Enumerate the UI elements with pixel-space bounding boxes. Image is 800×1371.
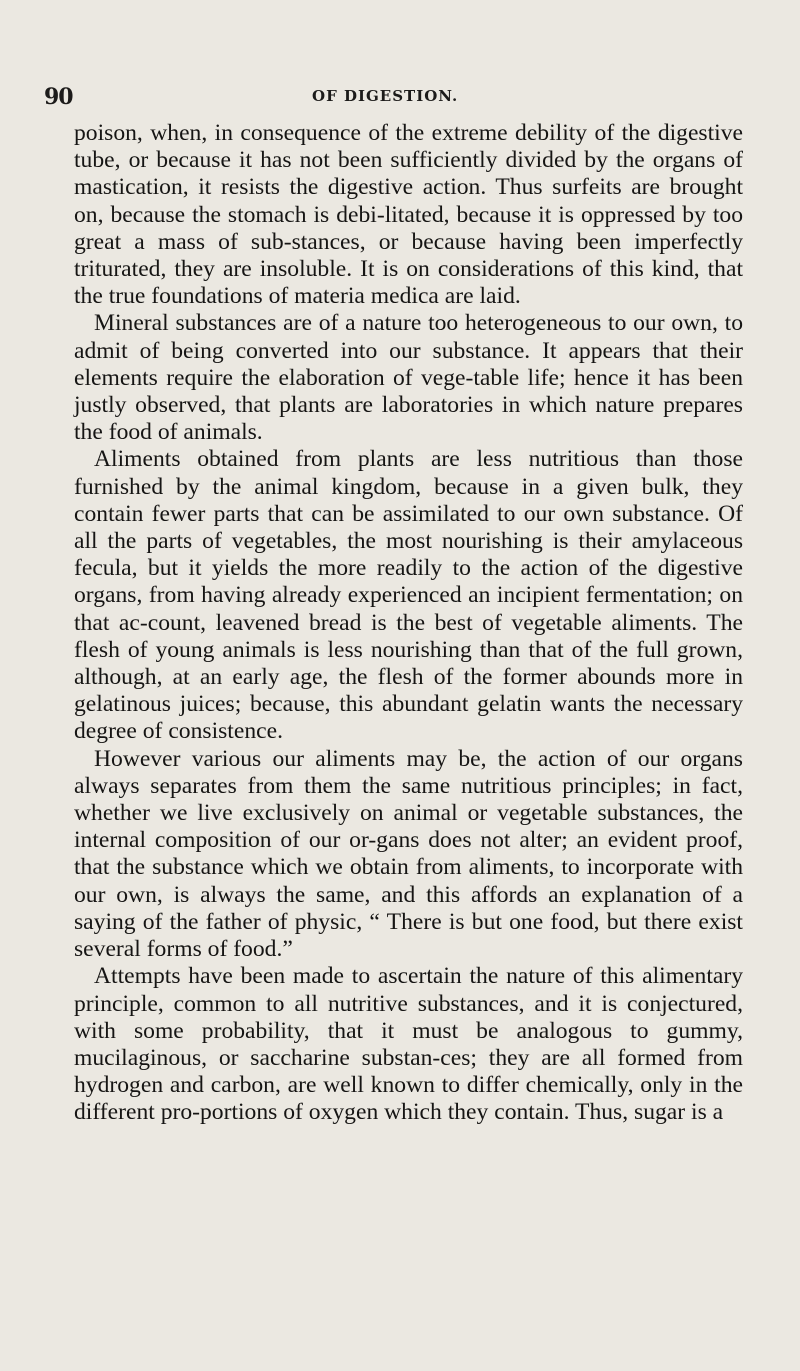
page-number: 90: [44, 84, 73, 110]
paragraph-various-aliments: However various our aliments may be, the action of our organs always separates from them the same nutritious principles; in fact, whether we live exclusively on animal or vegetable substances, the internal composition of our or-gans does not alter; an evident proof, that the substance which we obtain from aliments, to incorporate with our own, is always the same, and this affords an explanation of a saying of the father of physic, “ There is but one food, but there exist several forms of food.”: [74, 745, 743, 963]
page-header: [44, 84, 744, 112]
paragraph-aliments-from-plants: Aliments obtained from plants are less nutritious than those furnished by the animal kingdom, because in a given bulk, they contain fewer parts that can be assimilated to our own substance. Of all the parts of vegetables, the most nourishing is their amylaceous fecula, but it yields the more readily to the action of the digestive organs, from having already experienced an incipient fermentation; on that ac-count, leavened bread is the best of vegetable aliments. The flesh of young animals is less nourishing than that of the full grown, although, at an early age, the flesh of the former abounds more in gelatinous juices; because, this abundant gelatin wants the necessary degree of consistence.: [74, 446, 743, 745]
paragraph-mineral-substances: Mineral substances are of a nature too heterogeneous to our own, to admit of being converted into our substance. It appears that their elements require the elaboration of vege-table life; hence it has been justly observed, that plants are laboratories in which nature prepares the food of animals.: [74, 310, 743, 446]
body-text: [74, 120, 743, 1127]
running-title: OF DIGESTION.: [312, 87, 459, 105]
paragraph-alimentary-principle: Attempts have been made to ascertain the nature of this alimentary principle, common to all nutritive substances, and it is conjectured, with some probability, that it must be analogous to gummy, mucilaginous, or saccharine substan-ces; they are all formed from hydrogen and carbon, are well known to differ chemically, only in the different pro-portions of oxygen which they contain. Thus, sugar is a: [74, 963, 743, 1126]
paragraph-poison: poison, when, in consequence of the extreme debility of the digestive tube, or because it has not been sufficiently divided by the organs of mastication, it resists the digestive action. Thus surfeits are brought on, because the stomach is debi-litated, because it is oppressed by too great a mass of sub-stances, or because having been imperfectly triturated, they are insoluble. It is on considerations of this kind, that the true foundations of materia medica are laid.: [74, 120, 743, 310]
